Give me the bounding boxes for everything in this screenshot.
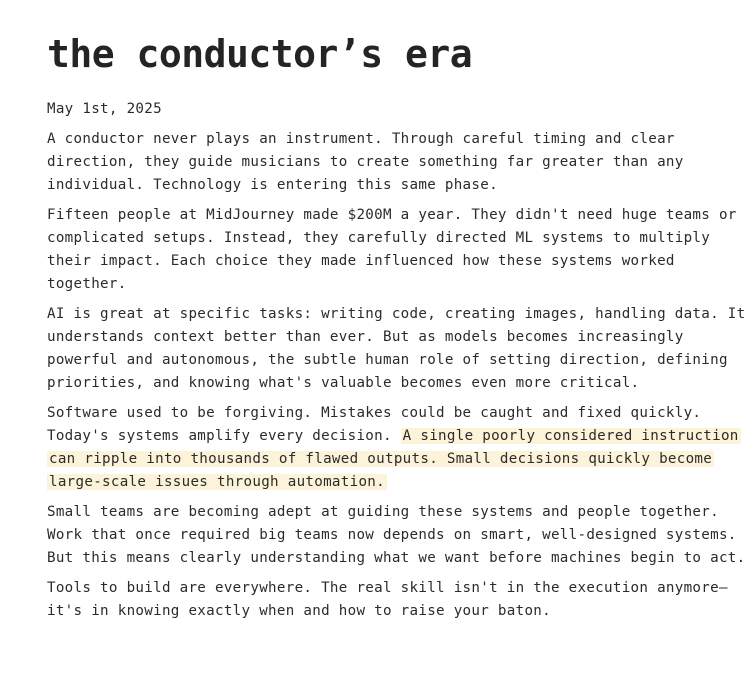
paragraph-text: Small teams are becoming adept at guiding these systems and people together. Work that once required big teams now depends on smart, well-designed systems. But this means clearly understanding what we want before machines begin to act. — [47, 504, 746, 566]
article-date: May 1st, 2025 — [47, 101, 162, 117]
paragraph — [47, 402, 747, 494]
paragraph — [47, 501, 747, 570]
paragraph-text: AI is great at specific tasks: writing code, creating images, handling data. It understands context better than ever. But as models becomes increasingly powerful and autonomous, the subtle human role of setting direction, defining priorities, and knowing what's valuable becomes even more critical. — [47, 306, 746, 391]
paragraph-text: Tools to build are everywhere. The real skill isn't in the execution anymore—it's in knowing exactly when and how to raise your baton. — [47, 580, 728, 619]
paragraph — [47, 577, 747, 623]
article-body — [47, 128, 747, 630]
highlighted-text: A single poorly considered instruction can ripple into thousands of flawed outputs. Small decisions quickly become large-scale issues through automation. — [49, 428, 739, 490]
paragraph-text: Fifteen people at MidJourney made $200M a year. They didn't need huge teams or complicated setups. Instead, they carefully directed ML systems to multiply their impact. Each choice they made influenced how these systems worked together. — [47, 207, 737, 292]
paragraph-text: Software used to be forgiving. Mistakes could be caught and fixed quickly. Today's systems amplify every decision. — [47, 405, 702, 444]
paragraph — [47, 204, 747, 296]
paragraph — [47, 128, 747, 197]
paragraph — [47, 303, 747, 395]
paragraph-text: A conductor never plays an instrument. Through careful timing and clear direction, they guide musicians to create something far greater than any individual. Technology is entering this same phase. — [47, 131, 684, 193]
article-title: the conductor’s era — [47, 32, 473, 76]
